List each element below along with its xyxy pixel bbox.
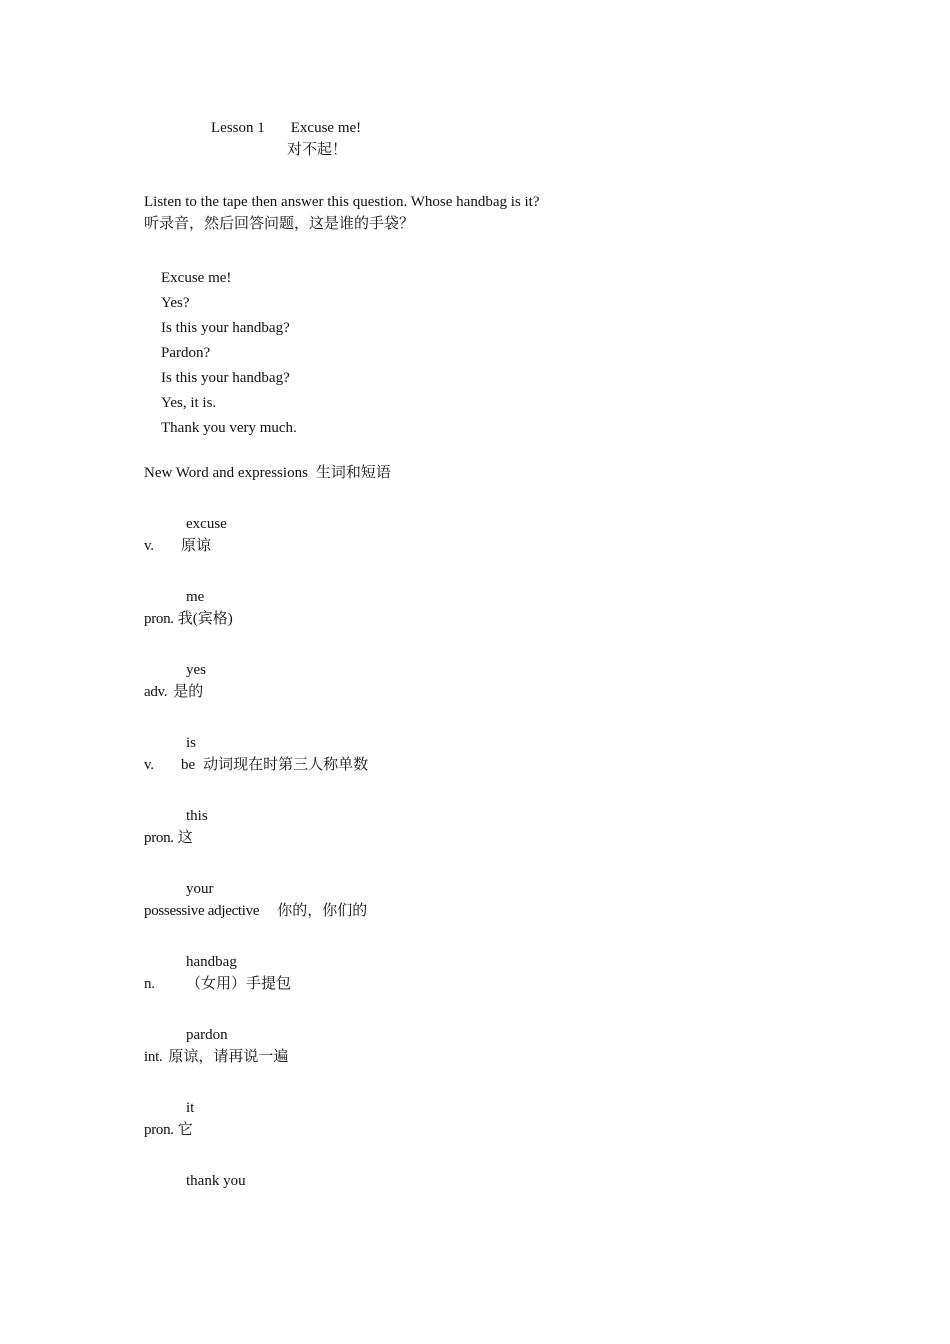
vocab-pos: pron. xyxy=(144,1122,174,1138)
vocab-word: yes xyxy=(186,662,206,678)
vocab-definition xyxy=(144,828,193,848)
vocab-definition xyxy=(144,755,368,775)
vocab-word: is xyxy=(186,735,197,751)
vocab-pos: pron. xyxy=(144,830,174,846)
vocab-word: pardon xyxy=(186,1027,228,1043)
vocab-pos: v. xyxy=(144,538,154,554)
vocab-meaning: 这 xyxy=(177,830,193,846)
dialogue-line: Is this your handbag? xyxy=(161,370,290,386)
vocab-word: your xyxy=(186,881,214,897)
vocab-extra: be xyxy=(181,757,196,773)
vocab-word: it xyxy=(186,1100,195,1116)
vocab-definition xyxy=(144,974,291,994)
dialogue-line: Yes? xyxy=(161,295,190,311)
dialogue xyxy=(161,266,297,441)
vocab-word: thank you xyxy=(186,1173,246,1189)
vocabulary-title-en: New Word and expressions xyxy=(144,465,308,481)
vocab-definition xyxy=(144,682,203,702)
vocabulary-section-title xyxy=(144,463,391,483)
vocab-pos: adv. xyxy=(144,684,168,700)
vocabulary-title-zh: 生词和短语 xyxy=(315,465,391,481)
vocab-meaning: 我(宾格) xyxy=(177,611,233,627)
lesson-title-en: Excuse me! xyxy=(290,120,362,136)
dialogue-line: Excuse me! xyxy=(161,270,232,286)
lesson-number: Lesson 1 xyxy=(211,120,265,136)
vocab-meaning: 动词现在时第三人称单数 xyxy=(203,757,369,773)
vocab-definition xyxy=(144,609,233,629)
vocab-word: excuse xyxy=(186,516,227,532)
vocab-meaning: 原谅，请再说一遍 xyxy=(168,1049,289,1065)
vocab-meaning: 是的 xyxy=(173,684,204,700)
vocab-definition xyxy=(144,1120,193,1140)
vocab-pos: v. xyxy=(144,757,154,773)
vocab-meaning: 你的，你们的 xyxy=(277,903,368,919)
vocab-word: handbag xyxy=(186,954,237,970)
vocab-meaning: （女用）手提包 xyxy=(186,976,292,992)
lesson-title xyxy=(211,118,361,138)
question-en: Listen to the tape then answer this question. Whose handbag is it? xyxy=(144,194,540,210)
dialogue-line: Is this your handbag? xyxy=(161,320,290,336)
vocab-word: me xyxy=(186,589,205,605)
dialogue-line: Pardon? xyxy=(161,345,211,361)
vocab-meaning: 原谅 xyxy=(181,538,212,554)
dialogue-line: Thank you very much. xyxy=(161,420,297,436)
dialogue-line: Yes, it is. xyxy=(161,395,217,411)
question-zh: 听录音，然后回答问题，这是谁的手袋？ xyxy=(144,216,415,232)
vocab-definition xyxy=(144,536,211,556)
vocab-pos: pron. xyxy=(144,611,174,627)
vocab-definition xyxy=(144,901,367,921)
vocab-pos: n. xyxy=(144,976,155,992)
vocab-pos: int. xyxy=(144,1049,163,1065)
vocab-meaning: 它 xyxy=(177,1122,193,1138)
vocab-definition xyxy=(144,1047,288,1067)
vocab-pos: possessive adjective xyxy=(144,903,260,919)
lesson-title-zh: 对不起！ xyxy=(287,142,348,158)
vocab-word: this xyxy=(186,808,208,824)
